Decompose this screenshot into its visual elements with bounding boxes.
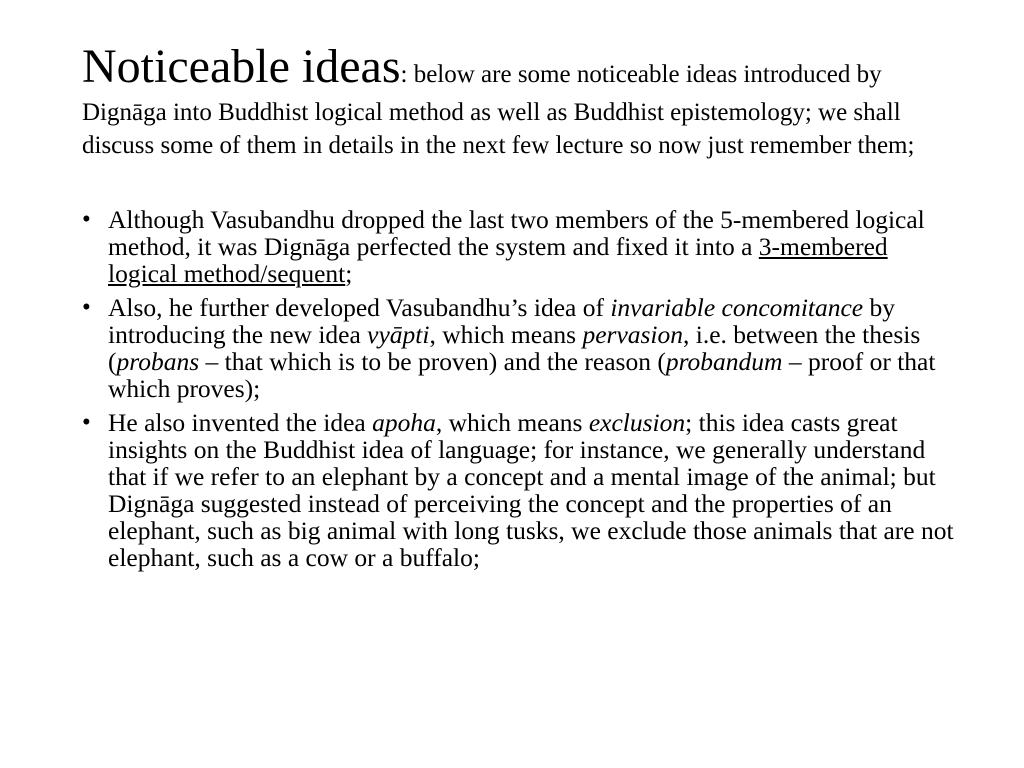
term-pervasion: pervasion [582, 320, 684, 349]
term-vyapti: vyāpti [367, 320, 430, 349]
bullet-1-text-end: ; [345, 259, 353, 288]
title-main: Noticeable ideas [82, 40, 401, 93]
bullet-1-text: Although Vasubandhu dropped the last two members of the 5-membered logical method, it was Dignāga perfected the system and fixed it into a [108, 205, 925, 261]
bullet-3-text-2: , which means [435, 408, 589, 437]
bullet-2-text-6: – proof or that which proves); [108, 347, 936, 403]
bullet-2-text-5: – that which is to be proven) and the reason ( [199, 347, 666, 376]
bullet-2-text-2: by introducing the new idea [108, 293, 895, 349]
bullet-item-3 [82, 409, 954, 571]
bullet-2-text-3: , which means [429, 320, 583, 349]
bullet-item-1 [82, 206, 954, 287]
slide-title [82, 38, 942, 162]
term-probandum: probandum [665, 347, 783, 376]
bullet-1-underlined-term: 3-membered logical method/sequent [108, 232, 888, 288]
term-exclusion: exclusion [588, 408, 686, 437]
term-apoha: apoha [372, 408, 436, 437]
term-probans: probans [116, 347, 200, 376]
bullet-2-text-1: Also, he further developed Vasubandhu’s idea of [108, 293, 611, 322]
bullet-list [82, 206, 954, 578]
bullet-icon: • [82, 409, 91, 436]
bullet-3-text-1: He also invented the idea [108, 408, 373, 437]
term-invariable-concomitance: invariable concomitance [610, 293, 864, 322]
bullet-item-2 [82, 294, 954, 402]
bullet-3-text-3: ; this idea casts great insights on the Buddhist idea of language; for instance, we generally understand that if we refer to an elephant by a concept and a mental image of the animal; but Dignāga suggested instead of perceiving the concept and the properties of an elephant, such as big animal with long tusks, we exclude those animals that are not elephant, such as a cow or a buffalo; [108, 408, 954, 572]
bullet-icon: • [82, 294, 91, 321]
bullet-2-text-4: , i.e. between the thesis ( [108, 320, 921, 376]
bullet-icon: • [82, 206, 91, 233]
title-subtitle: : below are some noticeable ideas introduced by Dignāga into Buddhist logical method as well as Buddhist epistemology; we shall discuss some of them in details in the next few lecture so now just remember them; [82, 61, 915, 159]
